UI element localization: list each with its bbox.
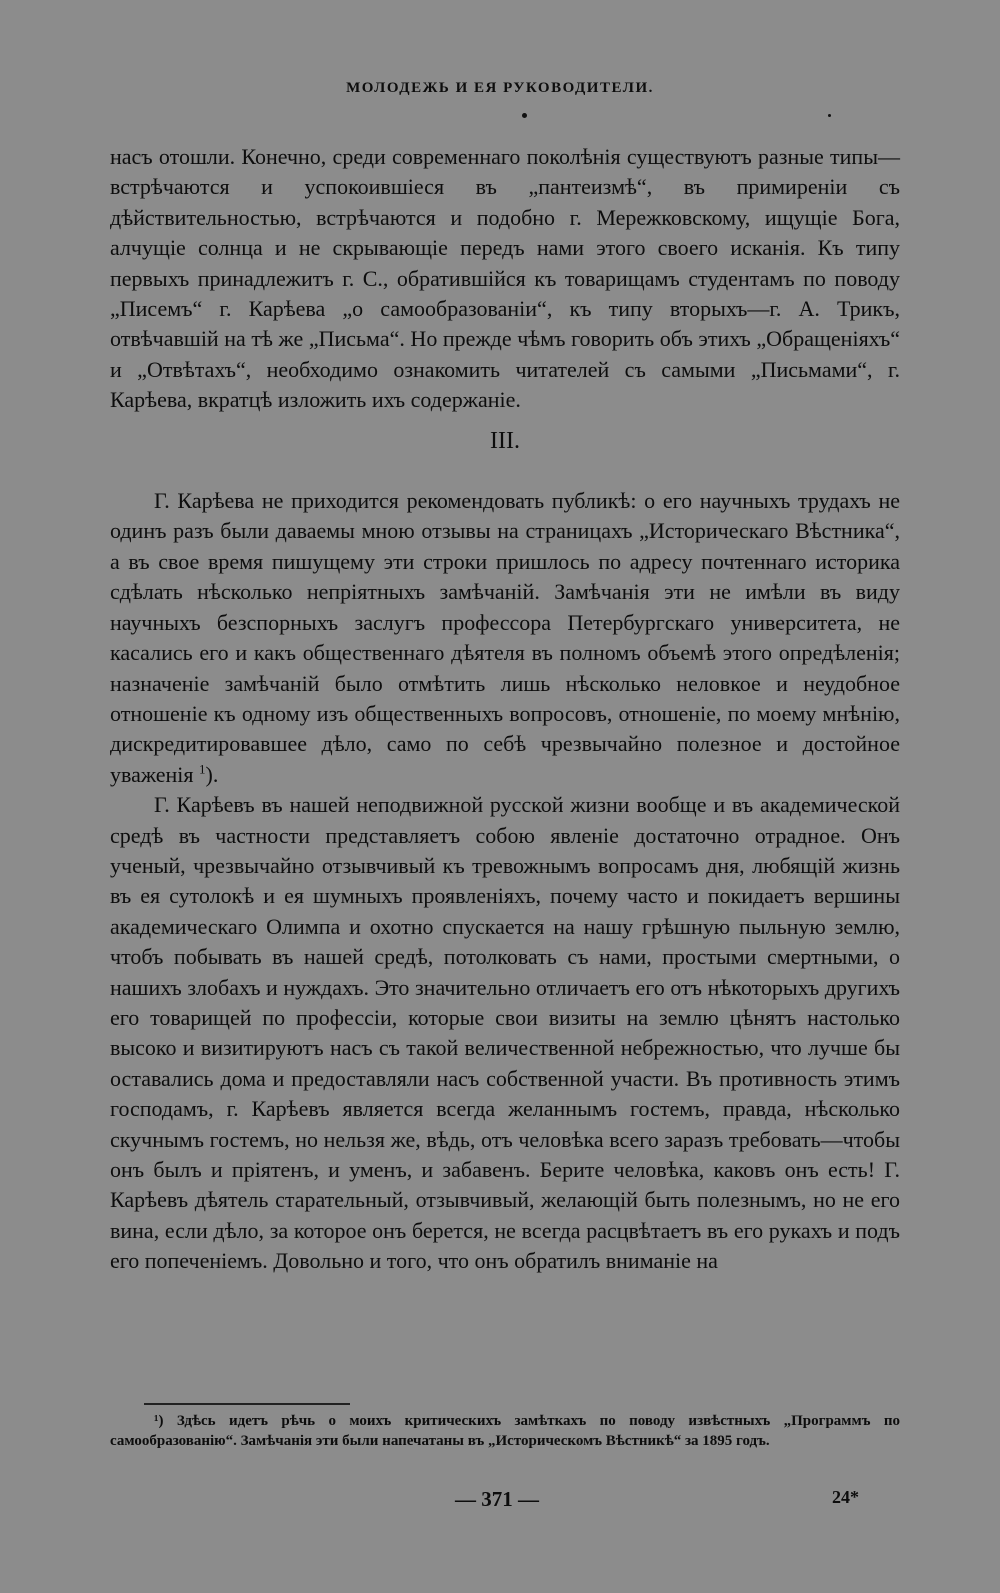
paragraph (110, 486, 900, 790)
page-number: — 371 — (455, 1487, 539, 1511)
footnote-text: Здѣсь идетъ рѣчь о моихъ критическихъ замѣткахъ по поводу извѣстныхъ „Программъ по самообразованію“. Замѣчанія эти были напечатаны въ „Историческомъ Вѣстникѣ“ за 1895 годъ. (110, 1413, 901, 1449)
paragraph-text: Г. Карѣева не приходится рекомендовать публикѣ: о его научныхъ трудахъ не одинъ разъ были даваемы мною отзывы на страницахъ „Историческаго Вѣстника“, а въ свое время пишущему эти строки пришлось по адресу почтеннаго историка сдѣлать нѣсколько непріятныхъ замѣчаній. Замѣчанія эти не имѣли въ виду научныхъ безспорныхъ заслугъ профессора Петербургскаго университета, не касались его и какъ общественнаго дѣятеля въ полномъ объемѣ этого опредѣленія; назначеніе замѣчаній было отмѣтить лишь нѣсколько неловкое и неудобное отношеніе къ одному изъ общественныхъ вопросовъ, отношеніе, по моему мнѣнію, дискредитировавшее дѣло, само по себѣ чрезвычайно полезное и достойное уваженія (110, 488, 900, 787)
footnote (110, 1412, 900, 1451)
footnote-paragraph (110, 1412, 900, 1451)
footnote-reference[interactable]: 1 (199, 761, 206, 777)
paragraph: насъ отошли. Конечно, среди современнаго поколѣнія существуютъ разные типы—встрѣчаются и успокоившіеся въ „пантеизмѣ“, въ примиреніи съ дѣйствительностью, встрѣчаются и подобно г. Мережковскому, ищущіе Бога, алчущіе солнца и не скрывающіе передъ нами этого своего исканія. Къ типу первыхъ принадлежитъ г. С., обратившійся къ товарищамъ студентамъ по поводу „Писемъ“ г. Карѣева „о самообразованіи“, къ типу вторыхъ—г. А. Трикъ, отвѣчавшій на тѣ же „Письма“. Но прежде чѣмъ говорить объ этихъ „Обращеніяхъ“ и „Отвѣтахъ“, необходимо ознакомить читателей съ самыми „Письмами“, г. Карѣева, вкратцѣ изложить ихъ содержаніе. (110, 144, 900, 413)
print-mark (522, 113, 527, 118)
footnote-marker: ¹) (154, 1413, 164, 1429)
main-text (110, 142, 900, 1277)
print-mark (828, 114, 831, 117)
paragraph-end: ). (205, 761, 219, 787)
footnote-divider (144, 1403, 350, 1405)
paragraph: Г. Карѣевъ въ нашей неподвижной русской жизни вообще и въ академической средѣ въ частности представляетъ собою явленіе достаточно отрадное. Онъ ученый, чрезвычайно отзывчивый къ тревожнымъ вопросамъ дня, любящій жизнь въ ея сутолокѣ и ея шумныхъ проявленіяхъ, почему часто и покидаетъ вершины академическаго Олимпа и охотно спускается на нашу грѣшную пыльную землю, чтобъ побывать въ нашей средѣ, потолковать съ нами, простыми смертными, о нашихъ злобахъ и нуждахъ. Это значительно отличаетъ его отъ нѣкоторыхъ другихъ его товарищей по профессіи, которые свои визиты на землю цѣнятъ настолько высоко и визитируютъ насъ съ такой величественной небрежностью, что лучше бы оставались дома и предоставляли насъ собственной участи. Въ противность этимъ господамъ, г. Карѣевъ является всегда желаннымъ гостемъ, правда, нѣсколько скучнымъ гостемъ, но нельзя же, вѣдь, отъ человѣка всего заразъ требовать—чтобы онъ былъ и пріятенъ, и уменъ, и забавенъ. Берите человѣка, каковъ онъ есть! Г. Карѣевъ дѣятель старательный, отзывчивый, желающій быть полезнымъ, но не его вина, если дѣло, за которое онъ берется, не всегда расцвѣтаетъ въ его рукахъ и подъ его попеченіемъ. Довольно и того, что онъ обратилъ вниманіе на (110, 792, 900, 1274)
section-heading: III. (490, 427, 520, 454)
signature-mark: 24* (832, 1487, 859, 1507)
running-head: МОЛОДЕЖЬ И ЕЯ РУКОВОДИТЕЛИ. (346, 80, 654, 96)
